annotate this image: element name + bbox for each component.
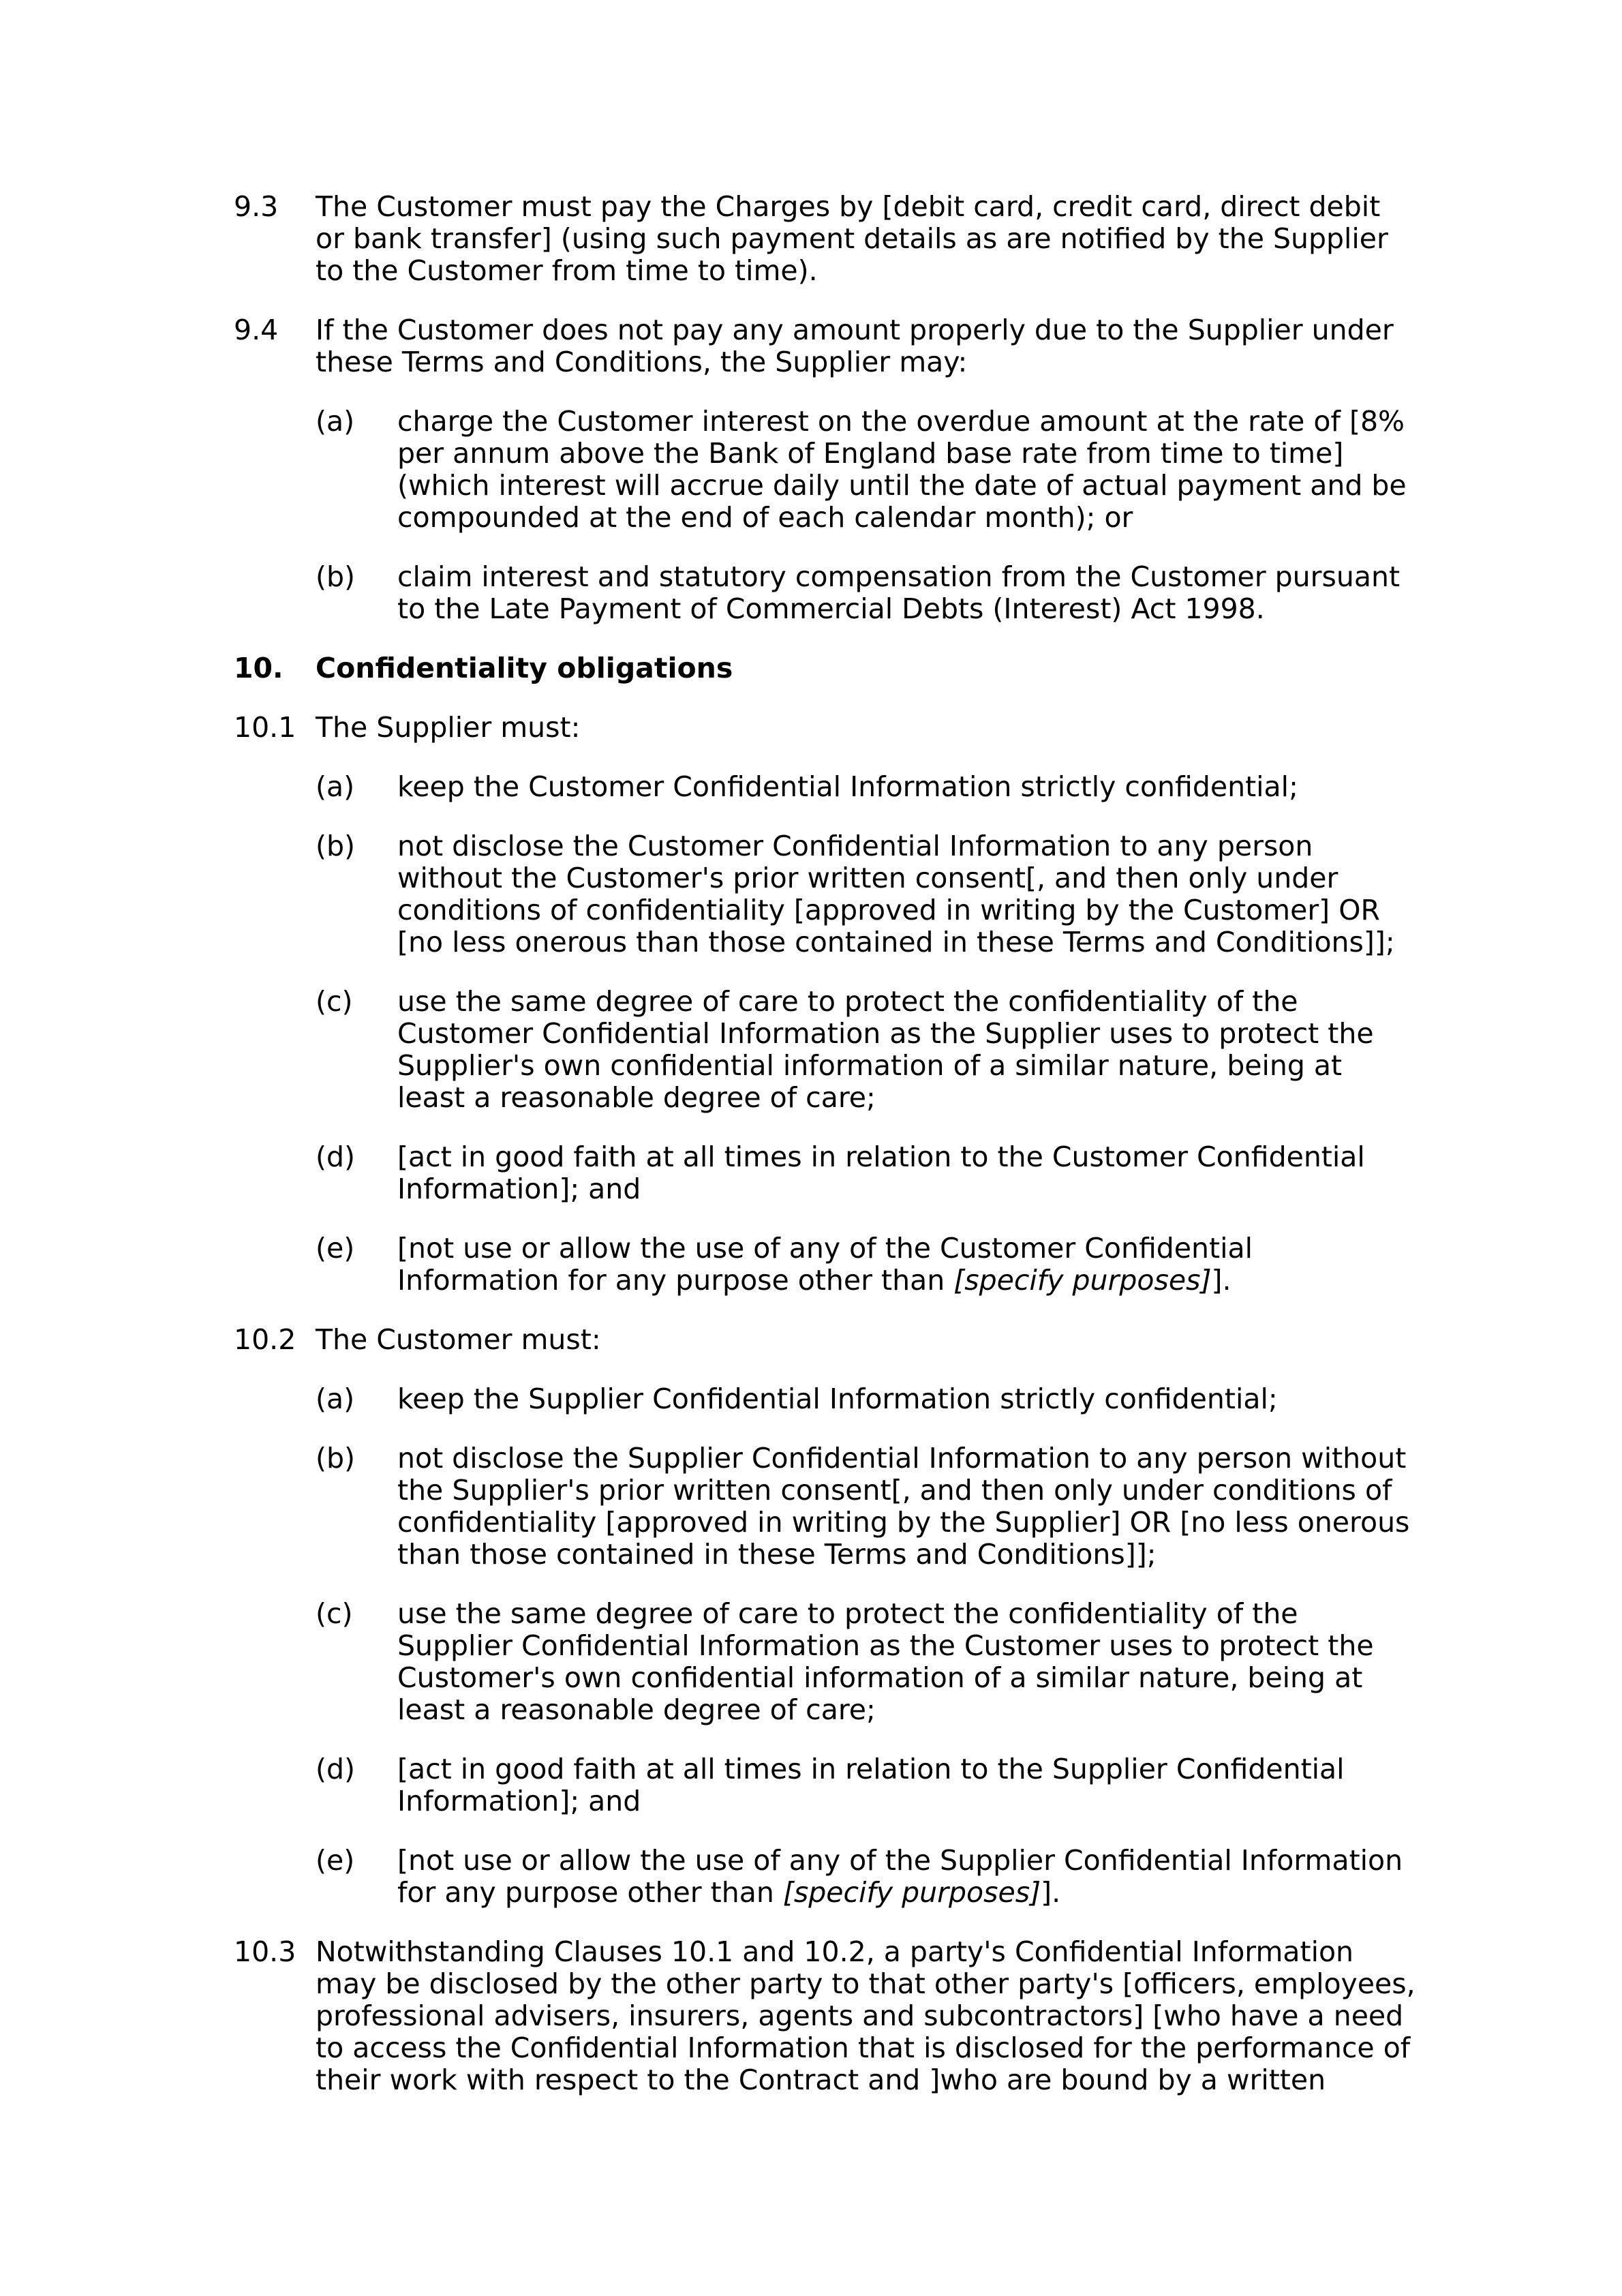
clause-10-1-c xyxy=(234,986,1418,1114)
subclause-letter: (a) xyxy=(316,770,355,803)
clause-10-2-e xyxy=(234,1845,1418,1909)
clause-text: The Supplier must: xyxy=(316,711,581,744)
clause-number: 10.1 xyxy=(234,711,296,744)
subclause-letter: (b) xyxy=(316,1442,356,1475)
clause-10-3 xyxy=(234,1936,1418,2096)
clause-number: 10.3 xyxy=(234,1935,296,1968)
clause-text: The Customer must pay the Charges by [debit card, credit card, direct debit or bank transfer] (using such payment details as are notified by the Supplier to the Customer from time to time). xyxy=(316,190,1388,287)
subclause-letter: (d) xyxy=(316,1753,356,1785)
subclause-letter: (b) xyxy=(316,830,356,862)
subclause-text: [act in good faith at all times in relation to the Customer Confidential Information]; and xyxy=(397,1141,1365,1205)
clause-text: The Customer must: xyxy=(316,1323,601,1356)
subclause-letter: (c) xyxy=(316,985,353,1018)
section-title: Confidentiality obligations xyxy=(316,652,733,684)
text-segment: ]. xyxy=(1041,1876,1061,1909)
subclause-text: charge the Customer interest on the overdue amount at the rate of [8% per annum above the Bank of England base rate from time to time] (which interest will accrue daily until the date of actual payment and be compounded at the end of each calendar month); or xyxy=(397,405,1407,534)
subclause-letter: (b) xyxy=(316,560,356,593)
placeholder-text: [specify purposes] xyxy=(953,1264,1212,1297)
subclause-text: not disclose the Customer Confidential Information to any person without the Customer's prior written consent[, and then only under conditions of confidentiality [approved in writing by the Customer] OR [no less onerous than those contained in these Terms and Conditions]]; xyxy=(397,830,1395,958)
clause-10-1-a xyxy=(234,771,1418,803)
clause-10-1 xyxy=(234,712,1418,744)
subclause-text: claim interest and statutory compensation from the Customer pursuant to the Late Payment of Commercial Debts (Interest) Act 1998. xyxy=(397,560,1401,625)
clause-text: Notwithstanding Clauses 10.1 and 10.2, a party's Confidential Information may be disclosed by the other party to that other party's [officers, employees, professional advisers, insurers, agents and subcontractors] [who have a need to access the Confidential Information that is disclosed for the performance of their work with respect to the Contract and ]who are bound by a written xyxy=(316,1935,1416,2096)
clause-9-4 xyxy=(234,314,1418,378)
placeholder-text: [specify purposes] xyxy=(782,1876,1041,1909)
section-heading-10 xyxy=(234,652,1418,684)
clause-10-1-d xyxy=(234,1141,1418,1205)
subclause-text: [act in good faith at all times in relation to the Supplier Confidential Information]; and xyxy=(397,1753,1345,1817)
text-segment: [not use or allow the use of any of the Supplier Confidential Information for any purpose other than xyxy=(397,1844,1403,1909)
subclause-letter: (c) xyxy=(316,1597,353,1630)
clause-10-2-d xyxy=(234,1753,1418,1817)
clause-text: If the Customer does not pay any amount properly due to the Supplier under these Terms and Conditions, the Supplier may: xyxy=(316,314,1394,378)
subclause-text: use the same degree of care to protect the confidentiality of the Supplier Confidential Information as the Customer uses to protect the Customer's own confidential information of a similar nature, being at least a reasonable degree of care; xyxy=(397,1597,1374,1726)
clause-10-1-b xyxy=(234,830,1418,958)
subclause-letter: (a) xyxy=(316,1383,355,1415)
subclause-text: use the same degree of care to protect the confidentiality of the Customer Confidential Information as the Supplier uses to protect the Supplier's own confidential information of a similar nature, being at least a reasonable degree of care; xyxy=(397,985,1374,1114)
clause-10-1-e xyxy=(234,1233,1418,1297)
subclause-letter: (e) xyxy=(316,1844,355,1877)
clause-number: 9.3 xyxy=(234,190,279,223)
text-segment: ]. xyxy=(1211,1264,1231,1297)
clause-10-2-b xyxy=(234,1442,1418,1571)
clause-9-4-b xyxy=(234,561,1418,625)
clause-number: 10.2 xyxy=(234,1323,296,1356)
section-number: 10. xyxy=(234,652,284,684)
clause-9-3 xyxy=(234,191,1418,287)
clause-10-2-c xyxy=(234,1598,1418,1726)
clause-number: 9.4 xyxy=(234,314,279,346)
subclause-text xyxy=(397,1845,1418,1909)
clause-9-4-a xyxy=(234,406,1418,534)
subclause-letter: (d) xyxy=(316,1141,356,1173)
subclause-text: not disclose the Supplier Confidential Information to any person without the Supplier's prior written consent[, and then only under conditions of confidentiality [approved in writing by the Supplier] OR [no less onerous than those contained in these Terms and Conditions]]; xyxy=(397,1442,1410,1571)
subclause-text xyxy=(397,1233,1418,1297)
text-segment: [not use or allow the use of any of the Customer Confidential Information for any purpose other than xyxy=(397,1232,1253,1297)
clause-10-2 xyxy=(234,1324,1418,1356)
subclause-text: keep the Supplier Confidential Information strictly confidential; xyxy=(397,1383,1278,1415)
clause-10-2-a xyxy=(234,1383,1418,1415)
subclause-letter: (a) xyxy=(316,405,355,438)
subclause-letter: (e) xyxy=(316,1232,355,1265)
subclause-text: keep the Customer Confidential Information strictly confidential; xyxy=(397,770,1298,803)
